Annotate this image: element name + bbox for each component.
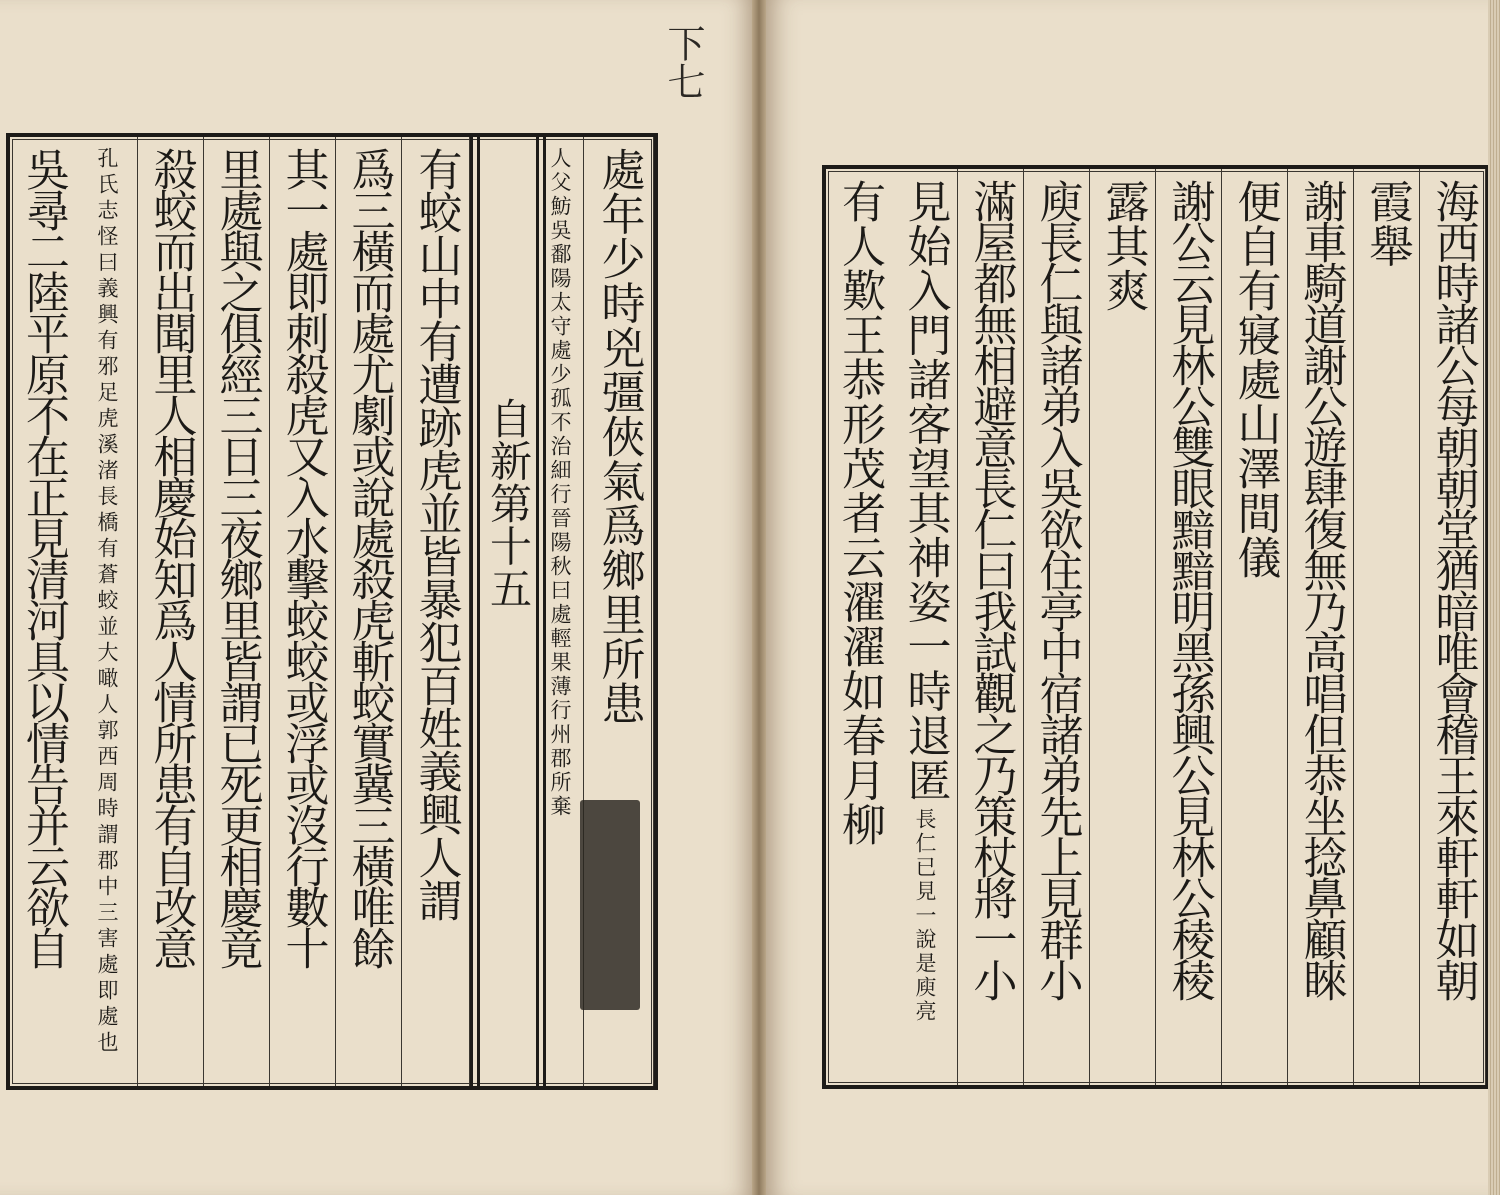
column-text: 人父魴吳鄱陽太守處少孤不治細行晉陽秋曰處輕果薄行州郡所棄 <box>548 147 572 819</box>
text-column <box>958 169 1024 1085</box>
column-text: 見始入門諸客望其神姿一時退匿 <box>899 179 951 802</box>
column-text: 謝車騎道謝公遊肆復無乃高唱但恭坐捻鼻顧睞 <box>1295 179 1347 999</box>
ink-stain <box>580 800 640 1010</box>
text-column <box>204 137 270 1086</box>
column-text: 孔氏志怪曰義興有邪足虎溪渚長橋有蒼蛟並大噉人郭西周時謂郡中三害處即處也 <box>95 147 119 1057</box>
text-column <box>892 169 958 1085</box>
column-text: 便自有寢處山澤間儀 <box>1229 179 1281 580</box>
text-column <box>1354 169 1420 1085</box>
column-text: 里處與之俱經三日三夜鄉里皆謂已死更相慶竟 <box>211 147 263 967</box>
book-gutter <box>752 0 766 1195</box>
column-text: 謝公云見林公雙眼黯黯明黑孫興公見林公稜稜 <box>1163 179 1215 999</box>
column-text: 霞舉 <box>1361 179 1413 268</box>
text-column <box>402 137 470 1086</box>
column-text: 庾長仁與諸弟入吳欲住亭中宿諸弟先上見群小 <box>1031 179 1083 999</box>
column-text: 吳尋二陸平原不在正見清河具以情告并云欲自 <box>18 147 69 967</box>
text-column <box>270 137 336 1086</box>
text-column <box>1090 169 1156 1085</box>
text-column <box>1024 169 1090 1085</box>
text-column <box>1288 169 1354 1085</box>
column-text: 爲三橫而處尤劇或說處殺虎斬蛟實冀三橫唯餘 <box>343 147 395 967</box>
folio-number: 下七 <box>661 24 705 100</box>
column-text: 海西時諸公每朝朝堂猶暗唯會稽王來軒軒如朝 <box>1427 179 1479 999</box>
right-page <box>766 0 1500 1195</box>
right-text-frame <box>822 165 1490 1089</box>
text-column <box>1156 169 1222 1085</box>
text-column <box>10 137 76 1086</box>
column-text: 露其爽 <box>1097 179 1149 313</box>
column-text: 有人歎王恭形茂者云濯濯如春月柳 <box>834 179 885 847</box>
column-text: 處年少時兇彊俠氣爲鄉里所患 <box>593 147 645 726</box>
text-column <box>76 137 138 1086</box>
text-column <box>1420 169 1486 1085</box>
inline-note: 長仁已見一說是庾亮 <box>913 808 937 1024</box>
text-column <box>536 137 584 1086</box>
text-column <box>1222 169 1288 1085</box>
column-text: 殺蛟而出聞里人相慶始知爲人情所患有自改意 <box>145 147 197 967</box>
page-edge <box>1488 0 1500 1195</box>
left-text-frame <box>6 133 658 1090</box>
text-column <box>826 169 892 1085</box>
column-text: 有蛟山中有遭跡虎並皆暴犯百姓義興人謂 <box>410 147 462 921</box>
chapter-title: 自新第十五 <box>484 397 533 610</box>
text-column <box>138 137 204 1086</box>
centre-title-column <box>470 137 546 1086</box>
column-text: 其一處即刺殺虎又入水擊蛟蛟或浮或沒行數十 <box>277 147 329 967</box>
text-column <box>336 137 402 1086</box>
column-text: 滿屋都無相避意長仁曰我試觀之乃策杖將一小 <box>965 179 1017 999</box>
